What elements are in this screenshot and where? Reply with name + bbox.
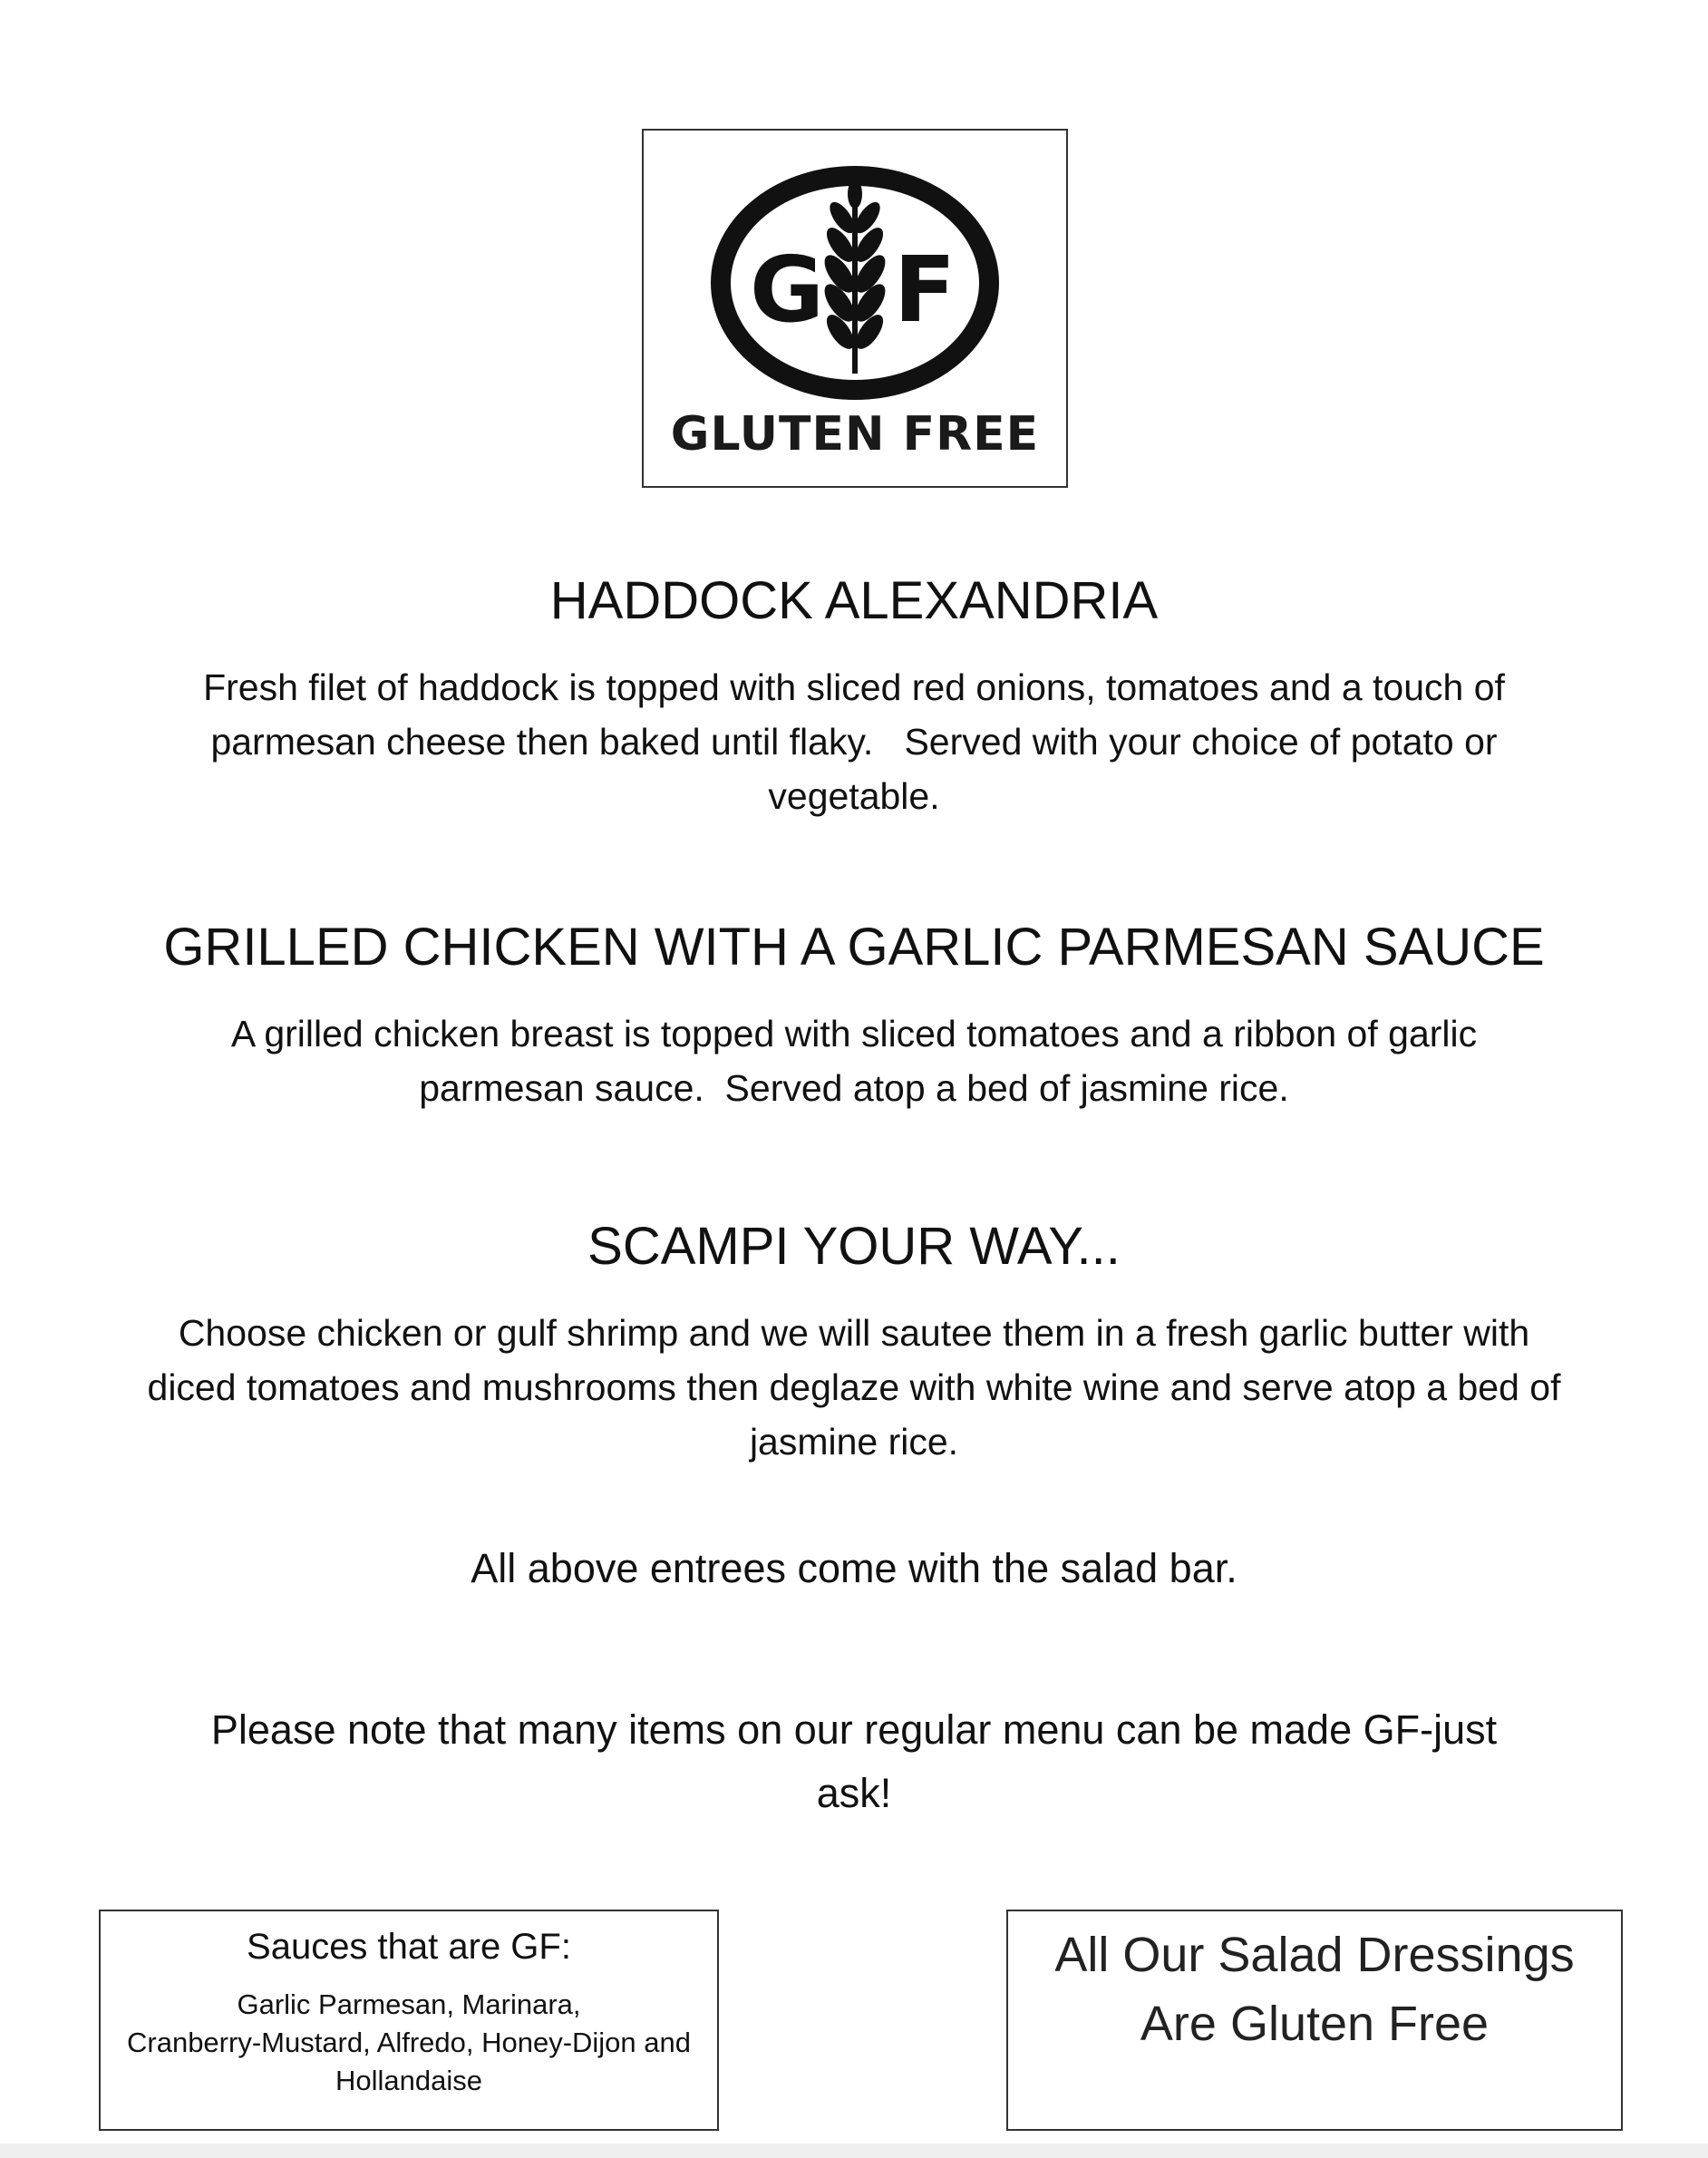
logo-letter-g: G	[749, 237, 825, 343]
page-bottom-edge	[0, 2143, 1708, 2158]
gluten-free-wheat-icon	[644, 131, 1066, 403]
gf-sauces-title: Sauces that are GF:	[247, 1927, 571, 1967]
gluten-free-logo	[642, 129, 1068, 488]
logo-letter-f: F	[893, 237, 956, 343]
item-description: A grilled chicken breast is topped with sliced tomatoes and a ribbon of garlic parmesan sauce. Served atop a bed of jasmine rice.	[230, 1013, 1478, 1109]
item-title: GRILLED CHICKEN WITH A GARLIC PARMESAN SAUCE	[163, 918, 1545, 977]
gf-dressings-box	[1006, 1910, 1623, 2131]
item-description: Fresh filet of haddock is topped with sliced red onions, tomatoes and a touch of parmesan cheese then baked until flaky. Served with your choice of potato or vegetable.	[203, 666, 1505, 817]
regular-menu-note: Please note that many items on our regular menu can be made GF-just ask!	[210, 1706, 1498, 1816]
gf-sauces-box	[99, 1910, 719, 2131]
salad-bar-note: All above entrees come with the salad bar.	[471, 1545, 1237, 1591]
item-title: HADDOCK ALEXANDRIA	[549, 571, 1159, 630]
item-title: SCAMPI YOUR WAY...	[587, 1217, 1121, 1276]
gf-dressings-text: All Our Salad Dressings Are Gluten Free	[1054, 1928, 1575, 2051]
item-description: Choose chicken or gulf shrimp and we will sautee them in a fresh garlic butter with diced tomatoes and mushrooms then deglaze with white wine and serve atop a bed of jasmine rice.	[147, 1312, 1561, 1463]
logo-caption: GLUTEN FREE	[670, 407, 1040, 462]
gf-sauces-list: Garlic Parmesan, Marinara, Cranberry-Mustard, Alfredo, Honey-Dijon and Hollandaise	[127, 1988, 691, 2096]
